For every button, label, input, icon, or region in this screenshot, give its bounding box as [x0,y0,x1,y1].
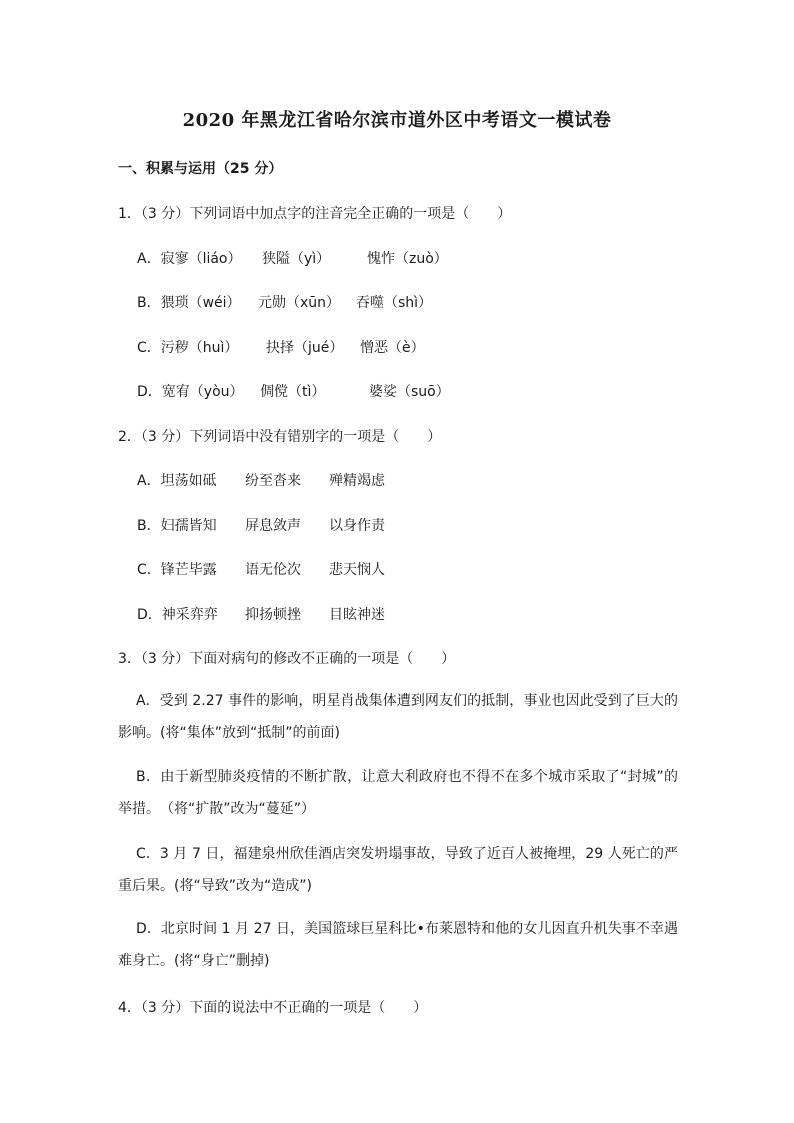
question-4-stem: 4．（3 分）下面的说法中不正确的一项是（ ） [118,1000,428,1016]
q2-option-d-word2: 抑扬顿挫 [245,607,301,623]
q1-option-b-word3: 吞噬（shì） [356,295,433,311]
q3-option-a-text: A．受到 2.27 事件的影响，明星肖战集体遭到网友们的抵制，事业也因此受到了巨大的影响。(将“集体”放到“抵制”的前面) [118,693,678,741]
q1-option-b-word1: B．猥琐（wéi） [137,295,241,311]
q3-option-d-text: D．北京时间 1 月 27 日，美国篮球巨星科比•布莱恩特和他的女儿因直升机失事不幸遇难身亡。(将“身亡”删掉) [118,921,678,969]
q3-option-c [118,838,678,902]
page-title: 2020 年黑龙江省哈尔滨市道外区中考语文一模试卷 [182,110,612,131]
question-2-stem: 2．（3 分）下列词语中没有错别字的一项是（ ） [118,429,442,445]
q3-option-c-text: C．3 月 7 日，福建泉州欣佳酒店突发坍塌事故，导致了近百人被掩埋，29 人死亡的严重后果。(将“导致”改为“造成”) [118,846,678,894]
q2-option-a-word2: 纷至沓来 [245,473,301,489]
q2-option-d-word3: 目眩神迷 [329,607,385,623]
q2-option-c-word3: 悲天悯人 [329,562,385,578]
q3-option-d [118,913,678,977]
q1-option-c-word3: 憎恶（è） [360,340,425,356]
q2-option-b-word3: 以身作责 [329,518,385,534]
q2-option-b-word1: B．妇孺皆知 [137,518,217,534]
q1-option-d-word1: D．宽宥（yòu） [137,384,244,400]
q2-option-b-word2: 屏息敛声 [245,518,301,534]
q2-option-c-word1: C．锋芒毕露 [137,562,217,578]
q2-option-c-word2: 语无伦次 [245,562,301,578]
q1-option-d-word3: 婆娑（suō） [369,384,450,400]
q3-option-b [118,761,678,825]
q2-option-a-word1: A．坦荡如砥 [137,473,217,489]
q2-option-d-word1: D．神采弈弈 [137,607,218,623]
q1-option-c-word1: C．污秽（huì） [137,340,239,356]
q1-option-a-word1: A．寂寥（liáo） [137,251,242,267]
q2-option-a-word3: 殚精竭虑 [329,473,385,489]
q1-option-b-word2: 元勋（xūn） [258,295,341,311]
q3-option-b-text: B．由于新型肺炎疫情的不断扩散，让意大利政府也不得不在多个城市采取了“封城”的举措。 （将“扩散”改为“蔓延”） [118,769,678,817]
q1-option-d-word2: 倜傥（tì） [260,384,326,400]
section-heading: 一、积累与运用（25 分） [118,161,283,177]
q1-option-a-word2: 狭隘（yì） [262,251,331,267]
q1-option-c-word2: 抉择（jué） [266,340,344,356]
q3-option-a [118,685,678,749]
q1-option-a-word3: 愧怍（zuò） [367,251,448,267]
question-1-stem: 1．（3 分）下列词语中加点字的注音完全正确的一项是（ ） [118,206,512,222]
question-3-stem: 3．（3 分）下面对病句的修改不正确的一项是（ ） [118,651,456,667]
